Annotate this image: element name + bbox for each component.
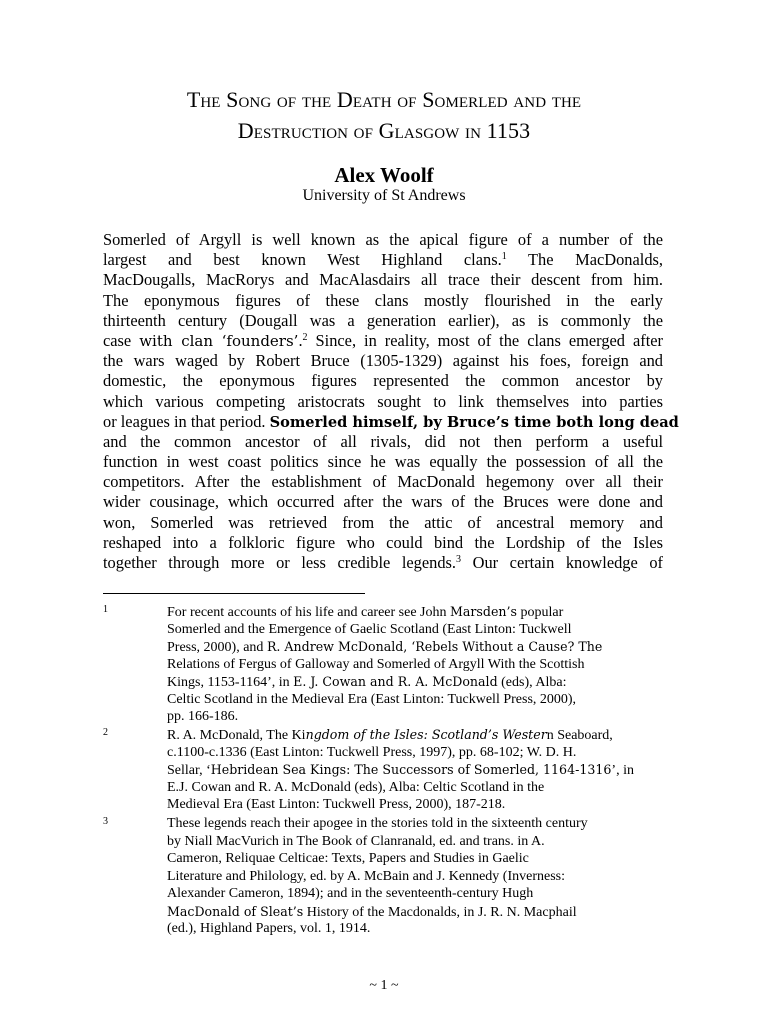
body-text-run: Somerled himself, by Bruce’s time both long dead (269, 413, 679, 431)
footnote-run: Press, 2000), and (167, 640, 267, 655)
footnote-run: Hebridean Sea Kings: The Successors of Somerled, 1164-1316 (210, 762, 612, 777)
footnote-number: 1 (103, 604, 108, 615)
footnote-line: E.J. Cowan and R. A. McDonald (eds), Alba: Celtic Scotland in the (167, 779, 545, 795)
body-line: won, Somerled was retrieved from the attic of ancestral memory and (103, 512, 663, 532)
footnote-line: Celtic Scotland in the Medieval Era (East Linton: Tuckwell Press, 2000), (167, 691, 577, 707)
footnote-run: R. Andrew McDonald, ‘Rebels Without a Cause? The (266, 639, 603, 654)
footnote-line (167, 903, 667, 921)
body-line: thirteenth century (Dougall was a generation earlier), as is commonly the (103, 310, 663, 330)
footnote-run: Sellar, ‘ (167, 763, 211, 778)
footnote-run: ’, in (611, 763, 634, 778)
footnote-line: Alexander Cameron, 1894); and in the seventeenth-century Hugh (167, 886, 534, 901)
footnote-run: n Seaboard, (546, 728, 613, 743)
footnote-run: MacDonald of Sleat’s (167, 903, 304, 919)
footnote-line: These legends reach their apogee in the stories told in the sixteenth century (167, 816, 588, 831)
footnote-text (167, 815, 667, 938)
footnote-line (167, 761, 667, 779)
footnote-run: History of the Macdonalds, in J. R. N. Macphail (303, 904, 577, 920)
body-line: function in west coast politics since he was equally the possession of all the (103, 452, 663, 472)
footnote-line (167, 603, 667, 621)
footnote-run: R. A. McDonald, The Ki (167, 728, 306, 743)
footnote-text (167, 603, 667, 726)
body-text-run: Since, in reality, most of the clans emerged after (307, 330, 663, 350)
body-line: reshaped into a folkloric figure who could bind the Lordship of the Isles (103, 532, 663, 552)
page-number: ~ 1 ~ (369, 978, 399, 993)
footnote-run: For recent accounts of his life and career see John (167, 605, 450, 620)
body-text-run: together through more or less credible legends. (103, 553, 457, 572)
footnote-line (167, 673, 667, 691)
body-line: the wars waged by Robert Bruce (1305-1329) against his foes, foreign and (103, 351, 663, 371)
footnote-line: pp. 166-186. (167, 709, 239, 724)
footnote-run: E. J. Cowan and R. A. McDonald (293, 674, 498, 689)
footnote-text (167, 726, 667, 814)
footnote-run: popular (516, 605, 564, 620)
footnote-line: by Niall MacVurich in The Book of Clanranald, ed. and trans. in A. (167, 833, 545, 849)
body-line (103, 250, 663, 270)
footnote-run: ngdom of the Isles: Scotland’s Wester (305, 727, 547, 742)
body-line (103, 411, 679, 432)
body-line (103, 331, 663, 351)
author-name: Alex Woolf (334, 163, 434, 187)
footnote-line (167, 638, 667, 656)
paper-title-line-2: Destruction of Glasgow in 1153 (237, 118, 531, 143)
footnote-number: 3 (103, 816, 108, 827)
body-line: and the common ancestor of all rivals, did not then perform a useful (103, 431, 663, 451)
footnote-number: 2 (103, 727, 108, 738)
body-text-run: The MacDonalds, (528, 250, 663, 270)
body-line: domestic, the eponymous figures represented the common ancestor by (103, 371, 663, 391)
author-affiliation: University of St Andrews (302, 187, 466, 204)
body-line: competitors. After the establishment of MacDonald hegemony over all their (103, 472, 663, 492)
footnote-line: Literature and Philology, ed. by A. McBain and J. Kennedy (Inverness: (167, 868, 566, 884)
footnote-ref-2[interactable]: 2 (302, 331, 308, 343)
footnote-ref-3[interactable]: 3 (456, 554, 462, 565)
footnote-line: Medieval Era (East Linton: Tuckwell Press, 2000), 187-218. (167, 797, 506, 812)
body-line: Somerled of Argyll is well known as the apical figure of a number of the (103, 230, 663, 249)
body-text-run: case (103, 330, 140, 350)
footnote-line: c.1100-c.1336 (East Linton: Tuckwell Press, 1997), pp. 68-102; W. D. H. (167, 744, 577, 760)
body-text-run: Our certain knowledge of (461, 553, 663, 572)
footnote-run: (eds), Alba: (497, 675, 567, 690)
footnote-run: Kings, 1153-1164’, in (167, 675, 294, 690)
footnote-line: Relations of Fergus of Galloway and Somerled of Argyll With the Scottish (167, 656, 585, 672)
body-paragraph (103, 230, 679, 573)
footnote-line (167, 726, 667, 744)
footnote-ref-1[interactable]: 1 (501, 251, 507, 263)
body-line: wider cousinage, which occurred after the wars of the Bruces were done and (103, 492, 663, 512)
body-text-run: largest and best known West Highland clans. (103, 250, 502, 270)
paper-title-line-1: The Song of the Death of Somerled and the (186, 87, 582, 112)
body-line: which various competing aristocrats sought to link themselves into parties (103, 391, 663, 411)
body-text-run: with clan ‘founders’ (139, 331, 299, 350)
paper-title (80, 84, 688, 146)
footnote-line: Somerled and the Emergence of Gaelic Scotland (East Linton: Tuckwell (167, 621, 572, 637)
body-text-run: . (298, 330, 303, 350)
body-line (103, 553, 663, 573)
body-line: The eponymous figures of these clans mostly flourished in the early (103, 290, 663, 310)
footnote-separator (103, 593, 365, 594)
body-text-run: or leagues in that period. (103, 411, 270, 431)
footnote-line: Cameron, Reliquae Celticae: Texts, Papers and Studies in Gaelic (167, 851, 529, 866)
footnote-line: (ed.), Highland Papers, vol. 1, 1914. (167, 921, 371, 936)
footnote-run: Marsden’s (450, 604, 517, 619)
body-line: MacDougalls, MacRorys and MacAlasdairs all trace their descent from him. (103, 270, 663, 290)
